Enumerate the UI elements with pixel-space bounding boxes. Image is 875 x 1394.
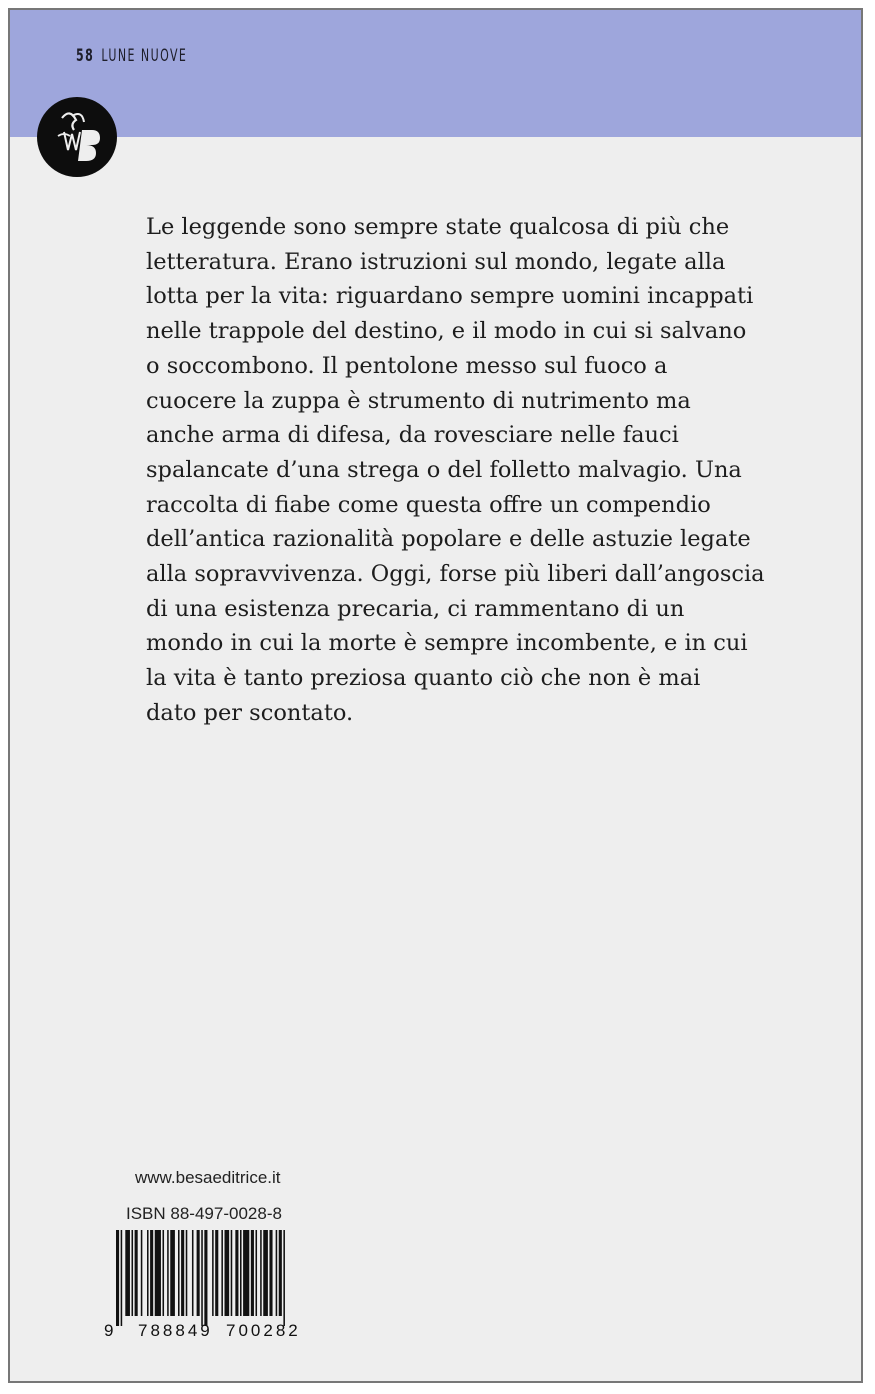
blurb-line: letteratura. Erano istruzioni sul mondo, legate alla xyxy=(146,248,726,275)
barcode-bar xyxy=(283,1230,285,1326)
blurb-line: lotta per la vita: riguardano sempre uomini incappati xyxy=(146,283,754,310)
barcode-bar xyxy=(167,1230,169,1316)
blurb-line: alla sopravvivenza. Oggi, forse più liberi dall’angoscia xyxy=(146,561,765,588)
series-color-band xyxy=(10,10,861,137)
barcode-bar xyxy=(235,1230,238,1316)
barcode-digit-prefix: 9 xyxy=(104,1321,114,1340)
series-label xyxy=(76,46,187,66)
blurb-line: anche arma di difesa, da rovesciare nelle fauci xyxy=(146,422,679,449)
back-cover-blurb xyxy=(146,210,846,731)
barcode-bar xyxy=(269,1230,272,1316)
barcode-bar xyxy=(212,1230,214,1316)
series-name: LUNE NUOVE xyxy=(101,46,188,66)
blurb-line: nelle trappole del destino, e il modo in cui si salvano xyxy=(146,318,747,345)
barcode-bar xyxy=(121,1230,123,1326)
blurb-line: la vita è tanto preziosa quanto ciò che non è mai xyxy=(146,665,701,692)
blurb-line: dato per scontato. xyxy=(146,699,354,726)
barcode-bar xyxy=(215,1230,218,1316)
isbn-label: ISBN 88-497-0028-8 xyxy=(126,1204,282,1223)
blurb-line: dell’antica razionalità popolare e delle astuzie legate xyxy=(146,526,751,553)
blurb-line: di una esistenza precaria, ci rammentano di un xyxy=(146,595,685,622)
barcode-digits-left: 788849 xyxy=(138,1321,213,1340)
barcode-bar xyxy=(163,1230,165,1316)
barcode-bar xyxy=(116,1230,119,1326)
barcode-bar xyxy=(192,1230,194,1316)
barcode-bar xyxy=(150,1230,153,1316)
barcode-bar xyxy=(141,1230,143,1316)
besa-publisher-logo-icon xyxy=(36,96,118,178)
barcode-bar xyxy=(125,1230,130,1316)
barcode-bar xyxy=(132,1230,134,1316)
barcode-bar xyxy=(243,1230,249,1316)
publisher-website: www.besaeditrice.it xyxy=(135,1168,281,1187)
barcode-bar xyxy=(279,1230,282,1316)
barcode-bar xyxy=(201,1230,203,1326)
barcode-bar xyxy=(147,1230,149,1316)
barcode-bar xyxy=(240,1230,242,1316)
blurb-line: raccolta di fiabe come questa offre un compendio xyxy=(146,491,711,518)
barcode-bar xyxy=(251,1230,254,1316)
barcode-digits-right: 700282 xyxy=(226,1321,301,1340)
barcode-bar xyxy=(170,1230,175,1316)
blurb-line: cuocere la zuppa è strumento di nutrimento ma xyxy=(146,387,691,414)
barcode-bar xyxy=(221,1230,223,1316)
blurb-line: spalancate d’una strega o del folletto malvagio. Una xyxy=(146,456,742,483)
barcode-bar xyxy=(155,1230,161,1316)
blurb-line: Le leggende sono sempre state qualcosa di più che xyxy=(146,214,730,240)
barcode-bar xyxy=(260,1230,262,1316)
barcode-bar xyxy=(225,1230,230,1316)
barcode-bar xyxy=(181,1230,184,1316)
blurb-line: o soccombono. Il pentolone messo sul fuoco a xyxy=(146,352,668,379)
barcode-bar xyxy=(256,1230,258,1316)
barcode-bar xyxy=(204,1230,207,1326)
barcode-bar xyxy=(276,1230,278,1316)
barcode-bar xyxy=(263,1230,268,1316)
series-number: 58 xyxy=(76,46,95,66)
barcode-bar xyxy=(178,1230,180,1316)
barcode-bar xyxy=(186,1230,188,1316)
barcode-bars xyxy=(116,1230,285,1326)
blurb-line: mondo in cui la morte è sempre incombente, e in cui xyxy=(146,630,748,657)
barcode-bar xyxy=(197,1230,200,1316)
barcode-bar xyxy=(231,1230,233,1316)
barcode-bar xyxy=(135,1230,138,1316)
book-back-cover xyxy=(8,8,863,1383)
isbn-barcode xyxy=(102,1230,312,1340)
